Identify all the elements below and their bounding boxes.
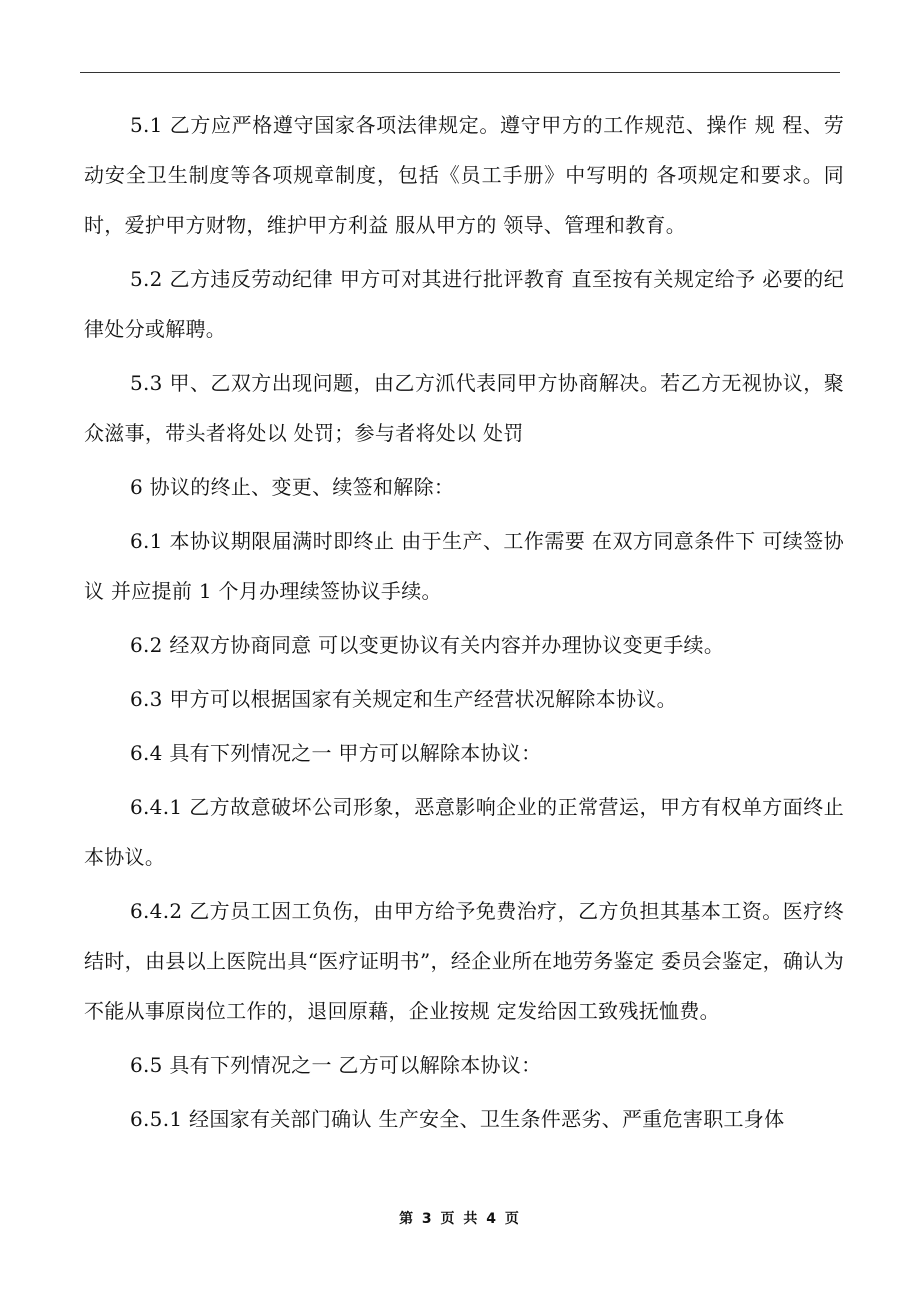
clause-5-3: 5.3 甲、乙双方出现问题，由乙方沠代表同甲方协商解决。若乙方无视协议，聚众滋事，带头者将处以 处罚；参与者将处以 处罚 [84,371,844,445]
clause-6-5: 6.5 具有下列情况之一 乙方可以解除本协议： [130,1053,542,1077]
header-rule [80,72,840,73]
clause-6-4-1: 6.4.1 乙方故意破坏公司形象，恶意影响企业的正常营运，甲方有权单方面终止本协议。 [84,795,844,869]
clause-6-4-2: 6.4.2 乙方员工因工负伤，由甲方给予免费治疗，乙方负担其基本工资。医疗终结时，由县以上医院出具“医疗证明书”，经企业所在地劳务鉴定 委员会鉴定，确认为不能从事原岗位工作的，退回原藉，企业按规 定发给因工致残抚恤费。 [84,899,844,1023]
document-body [84,100,844,1144]
clause-5-1: 5.1 乙方应严格遵守国家各项法律规定。遵守甲方的工作规范、操作 规 程、劳动安全卫生制度等各项规章制度，包括《员工手册》中写明的 各项规定和要求。同时，爱护甲方财物，维护甲方利益 服从甲方的 领导、管理和教育。 [84,113,844,237]
section-6-heading: 6 协议的终止、变更、续签和解除： [130,475,455,499]
clause-6-1: 6.1 本协议期限届满时即终止 由于生产、工作需要 在双方同意条件下 可续签协议 并应提前 1 个月办理续签协议手续。 [84,529,844,603]
clause-5-2: 5.2 乙方违反劳动纪律 甲方可对其进行批评教育 直至按有关规定给予 必要的纪律处分或解聘。 [84,267,844,341]
clause-6-5-1: 6.5.1 经国家有关部门确认 生产安全、卫生条件恶劣、严重危害职工身体 [130,1107,785,1131]
clause-6-2: 6.2 经双方协商同意 可以变更协议有关内容并办理协议变更手续。 [130,633,725,657]
page-number: 第 3 页 共 4 页 [399,1211,521,1227]
clause-6-3: 6.3 甲方可以根据国家有关规定和生产经营状况解除本协议。 [130,687,677,711]
clause-6-4: 6.4 具有下列情况之一 甲方可以解除本协议： [130,741,542,765]
